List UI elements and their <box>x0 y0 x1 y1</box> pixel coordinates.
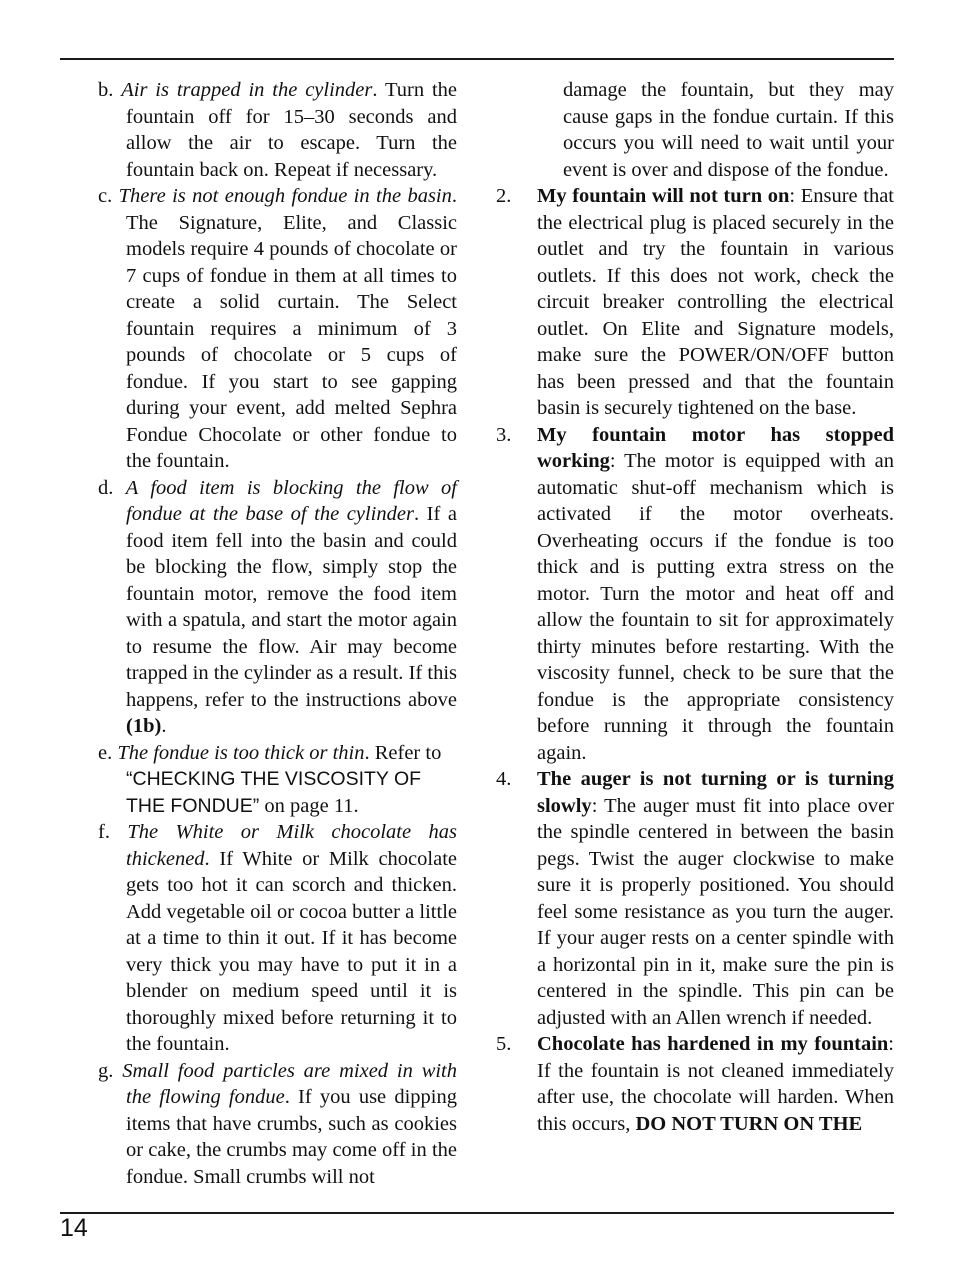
item-heading: Air is trapped in the cylinder <box>121 79 373 101</box>
item-label: c. <box>98 185 113 207</box>
item-number: 2. <box>496 185 512 207</box>
item-heading: My fountain will not turn on <box>537 185 790 207</box>
item-4 <box>496 766 894 1031</box>
item-f <box>98 819 457 1058</box>
item-label: e. <box>98 741 113 764</box>
item-heading: Chocolate has hardened in my fountain <box>537 1033 889 1055</box>
item-heading: Small food particles are mixed in with the flowing fondue <box>122 1059 458 1108</box>
item-label: g. <box>98 1059 114 1082</box>
item-g-continuation: damage the fountain, but they may cause gaps in the fondue curtain. If this occurs you will need to wait until your event is over and dispose of the fondue. <box>563 79 894 181</box>
right-column <box>496 77 894 1137</box>
item-text: . If you use dipping items that have crumbs, such as cookies or cake, the crumbs may come off in the fondue. Small crumbs will not <box>126 1086 457 1188</box>
section-reference: “CHECKING THE VISCOSITY OF THE FONDUE” <box>126 768 422 817</box>
item-text: . The Signature, Elite, and Classic models require 4 pounds of chocolate or 7 cups of fondue in them at all times to create a solid curtain. The Select fountain requires a minimum of 3 pounds of chocolate or 5 cups of fondue. If you start to see gapping during your event, add melted Sephra Fondue Chocolate or other fondue to the fountain. <box>126 185 458 472</box>
left-column <box>98 77 457 1190</box>
item-heading: The White or Milk chocolate has thickened <box>126 821 457 870</box>
item-label: b. <box>98 79 114 101</box>
item-text: : The motor is equipped with an automatic shut-off mechanism which is activated if the motor overheats. Overheating occurs if the fondue is too thick and is putting extra stress on the motor. Turn the motor and heat off and allow the fountain to sit for approximately thirty minutes before restarting. With the viscosity funnel, check to be sure that the fondue is the appropriate consistency before running it through the fountain again. <box>537 450 894 764</box>
item-label: d. <box>98 476 114 499</box>
item-heading: A food item is blocking the flow of fondue at the base of the cylinder <box>125 476 458 525</box>
item-number: 4. <box>496 768 512 790</box>
item-text: : If the fountain is not cleaned immediately after use, the chocolate will harden. When this occurs, <box>537 1033 894 1135</box>
item-b <box>98 77 457 183</box>
item-number: 3. <box>496 423 512 446</box>
item-heading: The auger is not turning or is turning slowly <box>537 768 894 817</box>
item-2 <box>496 183 894 422</box>
item-e <box>98 740 457 820</box>
bottom-rule <box>60 1212 894 1214</box>
item-d <box>98 475 457 740</box>
item-text: . Turn the fountain off for 15–30 seconds and allow the air to escape. Turn the fountain back on. Repeat if necessary. <box>126 79 458 181</box>
item-text: . If White or Milk chocolate gets too hot it can scorch and thicken. Add vegetable oil or cocoa butter a little at a time to thin it out. If it has become very thick you may have to put it in a blender on medium speed until it is thoroughly mixed before returning it to the fountain. <box>126 847 457 1055</box>
item-3 <box>496 422 894 767</box>
item-c <box>98 183 457 475</box>
warning-text: DO NOT TURN ON THE <box>635 1112 863 1135</box>
item-heading: There is not enough fondue in the basin <box>118 185 452 207</box>
item-label: f. <box>98 821 110 843</box>
item-heading: The fondue is too thick or thin <box>117 741 365 764</box>
item-number: 5. <box>496 1033 512 1055</box>
cross-reference: (1b) <box>126 715 162 737</box>
page-number: 14 <box>60 1214 88 1242</box>
item-5 <box>496 1031 894 1137</box>
item-text: : The auger must fit into place over the spindle centered in between the basin pegs. Twist the auger clockwise to make sure it is properly positioned. You should feel some resistance as you turn the auger. If your auger rests on a center spindle with a horizontal pin in it, make sure the pin is centered in the spindle. This pin can be adjusted with an Allen wrench if needed. <box>537 794 894 1029</box>
item-text-end: on page 11. <box>259 794 359 817</box>
item-text-end: . <box>161 715 167 737</box>
item-g <box>98 1058 457 1191</box>
top-rule <box>60 58 894 60</box>
item-text: : Ensure that the electrical plug is placed securely in the outlet and try the fountain in various outlets. If this does not work, check the circuit breaker controlling the electrical outlet. On Elite and Signature models, make sure the POWER/ON/OFF button has been pressed and that the fountain basin is securely tightened on the base. <box>537 185 894 419</box>
item-text: . Refer to <box>364 741 442 764</box>
item-text: . If a food item fell into the basin and could be blocking the flow, simply stop the fountain motor, remove the food item with a spatula, and start the motor again to resume the flow. Air may become trapped in the cylinder as a result. If this happens, refer to the instructions above <box>126 503 457 711</box>
item-heading: My fountain motor has stopped working <box>537 423 894 472</box>
